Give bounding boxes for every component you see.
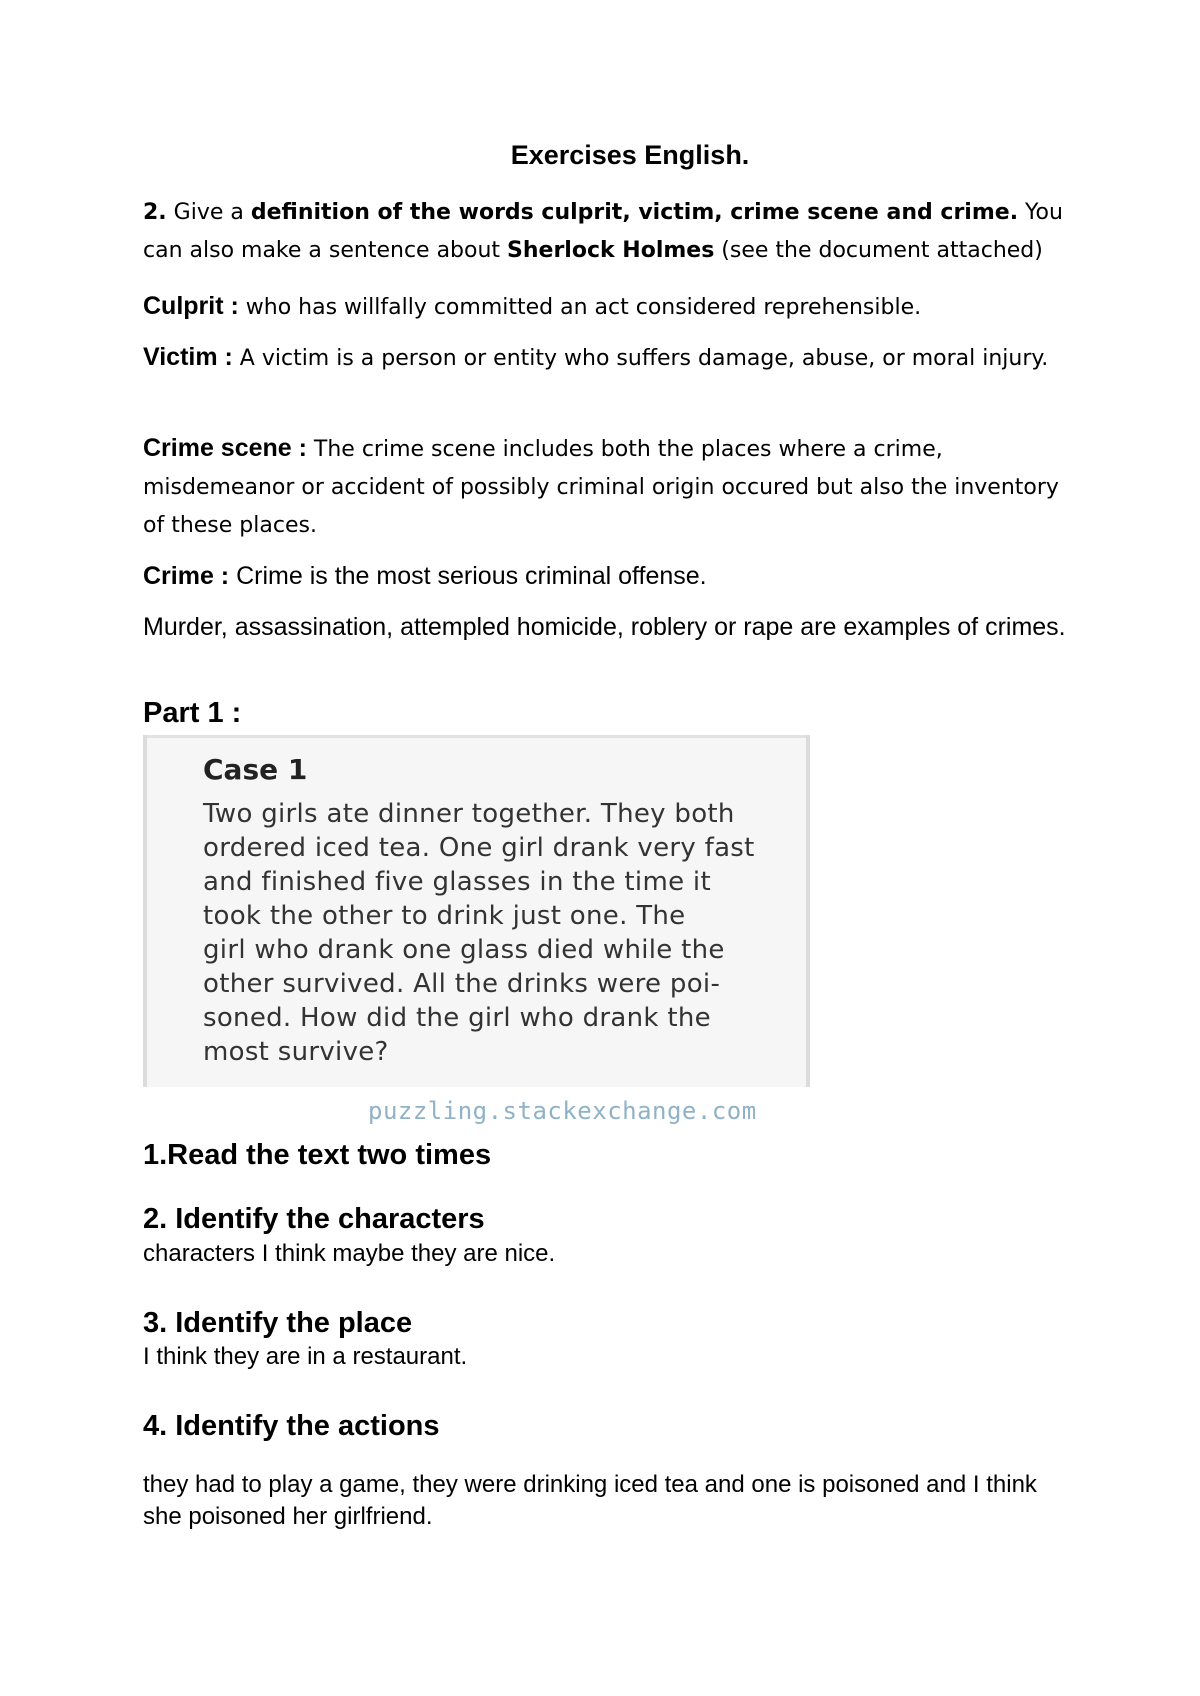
crime-examples-text: Murder, assassination, attempled homicide, roblery or rape are examples of crimes. — [143, 613, 1066, 641]
source-watermark: puzzling.stackexchange.com — [368, 1097, 757, 1125]
exercise-number: 2. — [143, 200, 167, 225]
question-2: 2. Identify the characters — [143, 1203, 485, 1235]
case-line: and finished five glasses in the time it — [203, 867, 711, 897]
case-title: Case 1 — [203, 753, 308, 786]
case-line: Two girls ate dinner together. They both — [203, 799, 735, 829]
culprit-term: Culprit : — [143, 292, 246, 320]
crime-scene-text: The crime scene includes both the places where a crime, misdemeanor or accident of possibly criminal origin occured but also the inventory of these places. — [143, 437, 1059, 538]
prompt-text-give: Give a — [166, 200, 251, 225]
definition-crime — [143, 559, 1073, 593]
answer-2: characters I think maybe they are nice. — [143, 1240, 556, 1267]
definition-culprit — [143, 287, 1073, 327]
prompt-text-end: (see the document attached) — [714, 238, 1043, 263]
question-1: 1.Read the text two times — [143, 1139, 492, 1171]
case-line: soned. How did the girl who drank the — [203, 1003, 711, 1033]
prompt-text-bold: definition of the words culprit, victim, crime scene and crime. — [250, 200, 1019, 225]
victim-term: Victim : — [143, 343, 240, 371]
culprit-text: who has willfally committed an act considered reprehensible. — [245, 295, 922, 320]
prompt-text-you: You can also make a sentence about — [143, 200, 1063, 263]
exercise-2-prompt — [143, 194, 1073, 270]
case-line: girl who drank one glass died while the — [203, 935, 725, 965]
answer-3: I think they are in a restaurant. — [143, 1343, 468, 1370]
case-line: other survived. All the drinks were poi- — [203, 969, 721, 999]
case-text — [203, 797, 763, 1069]
crime-examples — [143, 610, 1073, 644]
case-line: ordered iced tea. One girl drank very fast — [203, 833, 755, 863]
case-line: most survive? — [203, 1037, 389, 1067]
prompt-sherlock: Sherlock Holmes — [507, 238, 715, 263]
question-3: 3. Identify the place — [143, 1307, 413, 1339]
crime-text: Crime is the most serious criminal offense. — [236, 562, 707, 590]
part-1-heading: Part 1 : — [143, 697, 242, 729]
answer-4: they had to play a game, they were drinking iced tea and one is poisoned and I think she poisoned her girlfriend. — [143, 1471, 1037, 1530]
crime-scene-term: Crime scene : — [143, 434, 314, 462]
document-title: Exercises English. — [510, 140, 750, 170]
question-4: 4. Identify the actions — [143, 1410, 440, 1442]
definition-crime-scene — [143, 429, 1073, 545]
victim-text: A victim is a person or entity who suffers damage, abuse, or moral injury. — [239, 346, 1049, 371]
case-line: took the other to drink just one. The — [203, 901, 686, 931]
crime-term: Crime : — [143, 562, 237, 590]
definition-victim — [143, 338, 1073, 378]
case-1-card — [143, 735, 810, 1087]
